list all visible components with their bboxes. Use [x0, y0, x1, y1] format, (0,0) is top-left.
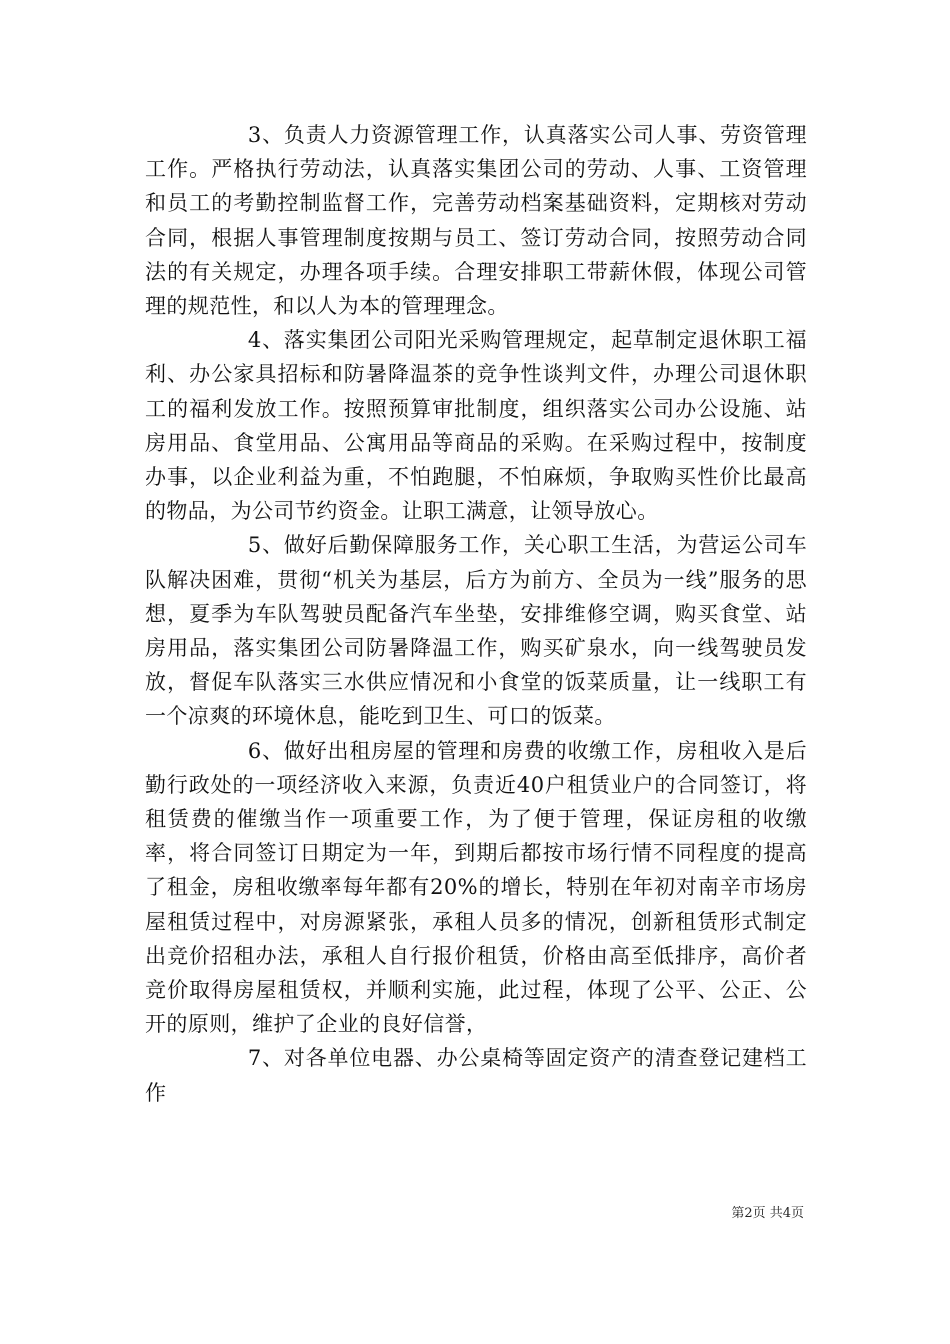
document-body [145, 118, 807, 1110]
paragraph-item-3: 3、负责人力资源管理工作，认真落实公司人事、劳资管理工作。严格执行劳动法，认真落实集团公司的劳动、人事、工资管理和员工的考勤控制监督工作，完善劳动档案基础资料，定期核对劳动合同，根据人事管理制度按期与员工、签订劳动合同，按照劳动合同法的有关规定，办理各项手续。合理安排职工带薪休假，体现公司管理的规范性，和以人为本的管理理念。 [145, 123, 807, 319]
paragraph-item-4: 4、落实集团公司阳光采购管理规定，起草制定退休职工福利、办公家具招标和防暑降温茶的竞争性谈判文件，办理公司退休职工的福利发放工作。按照预算审批制度，组织落实公司办公设施、站房用品、食堂用品、公寓用品等商品的采购。在采购过程中，按制度办事，以企业利益为重，不怕跑腿，不怕麻烦，争取购买性价比最高的物品，为公司节约资金。让职工满意，让领导放心。 [145, 328, 807, 524]
paragraph-item-5: 5、做好后勤保障服务工作，关心职工生活，为营运公司车队解决困难，贯彻“机关为基层，后方为前方、全员为一线”服务的思想，夏季为车队驾驶员配备汽车坐垫，安排维修空调，购买食堂、站房用品，落实集团公司防暑降温工作，购买矿泉水，向一线驾驶员发放，督促车队落实三水供应情况和小食堂的饭菜质量，让一线职工有一个凉爽的环境休息，能吃到卫生、可口的饭菜。 [145, 533, 807, 729]
paragraph-item-7: 7、对各单位电器、办公桌椅等固定资产的清查登记建档工作 [145, 1046, 807, 1105]
paragraph-item-6: 6、做好出租房屋的管理和房费的收缴工作，房租收入是后勤行政处的一项经济收入来源，负责近40户租赁业户的合同签订，将租赁费的催缴当作一项重要工作，为了便于管理，保证房租的收缴率，将合同签订日期定为一年，到期后都按市场行情不同程度的提高了租金，房租收缴率每年都有20%的增长，特别在年初对南辛市场房屋租赁过程中，对房源紧张，承租人员多的情况，创新租赁形式制定出竞价招租办法，承租人自行报价租赁，价格由高至低排序，高价者竞价取得房屋租赁权，并顺利实施，此过程，体现了公平、公正、公开的原则，维护了企业的良好信誉， [145, 738, 807, 1037]
page-number-footer: 第2页 共4页 [731, 1206, 804, 1221]
